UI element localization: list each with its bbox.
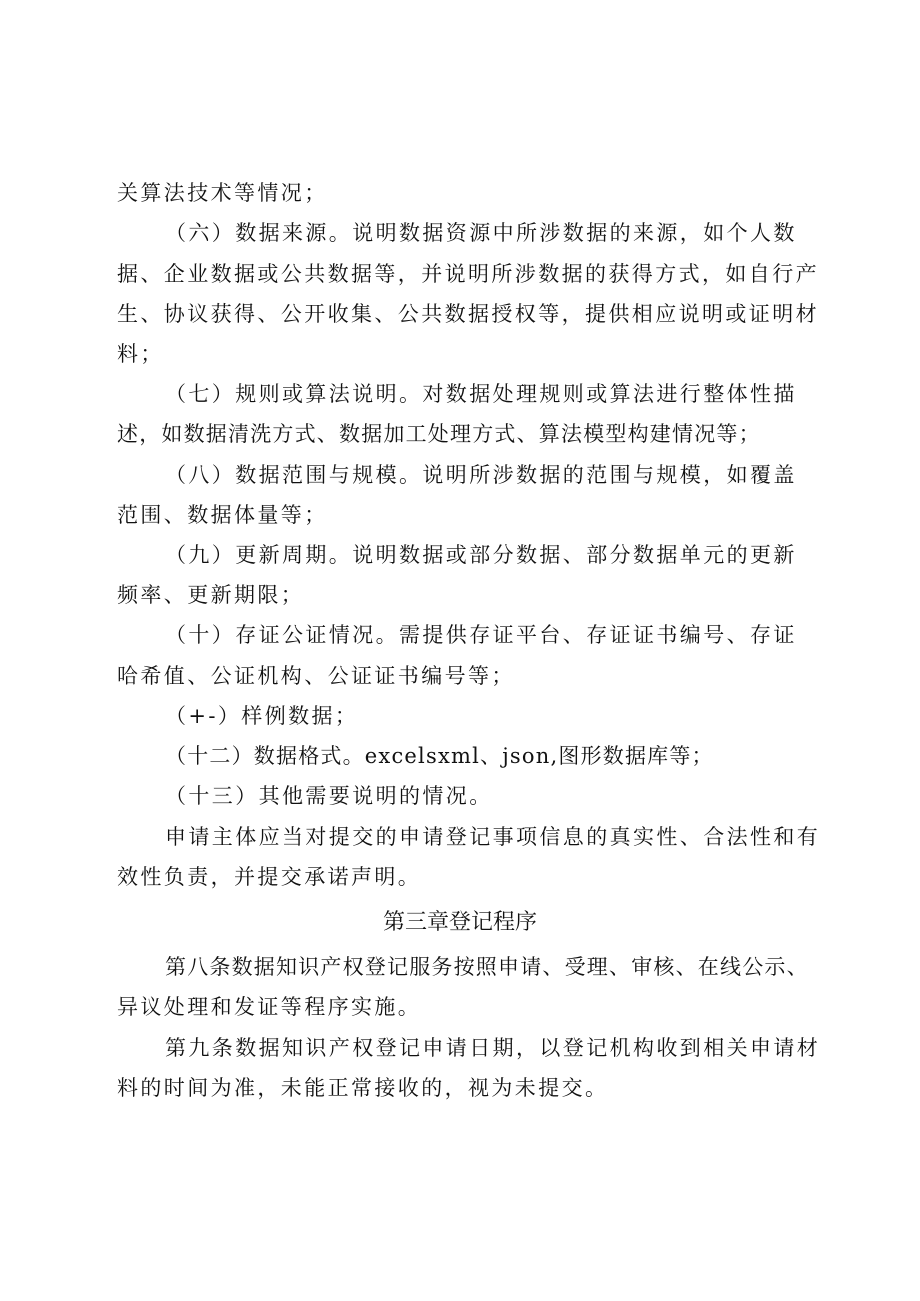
chapter-heading: 第三章登记程序 [382, 910, 537, 935]
text-line: 生、协议获得、公开收集、公共数据授权等，提供相应说明或证明材 [117, 302, 819, 326]
text-line: 料的时间为准，未能正常接收的，视为未提交。 [117, 1076, 609, 1100]
text-line: （十三）其他需要说明的情况。 [165, 784, 493, 808]
text-line: （七）规则或算法说明。对数据处理规则或算法进行整体性描 [165, 382, 797, 406]
text-line: 异议处理和发证等程序实施。 [117, 995, 422, 1019]
text-line: （六）数据来源。说明数据资源中所涉数据的来源，如个人数 [165, 221, 797, 245]
text-line: 频率、更新期限； [117, 583, 305, 607]
text-line: 第九条数据知识产权登记申请日期，以登记机构收到相关申请材 [165, 1036, 821, 1060]
text-line: 据、企业数据或公共数据等，并说明所涉数据的获得方式，如自行产 [117, 262, 819, 286]
text-line: 申请主体应当对提交的申请登记事项信息的真实性、合法性和有 [165, 825, 821, 849]
text-line: （+-）样例数据； [165, 704, 359, 728]
text-line: （八）数据范围与规模。说明所涉数据的范围与规模，如覆盖 [165, 463, 797, 487]
text-line: 料； [117, 342, 164, 366]
text-line: 哈希值、公证机构、公证证书编号等； [117, 664, 515, 688]
text-line: （十）存证公证情况。需提供存证平台、存证证书编号、存证 [165, 623, 797, 647]
text-line: （九）更新周期。说明数据或部分数据、部分数据单元的更新 [165, 543, 797, 567]
text-line: （十二）数据格式。excelsxml、json,图形数据库等； [165, 744, 714, 768]
text-line: 第八条数据知识产权登记服务按照申请、受理、审核、在线公示、 [165, 955, 809, 979]
text-line: 关算法技术等情况； [117, 181, 328, 205]
text-line: 述，如数据清洗方式、数据加工处理方式、算法模型构建情况等； [117, 422, 761, 446]
text-line: 范围、数据体量等； [117, 503, 328, 527]
text-line: 效性负责，并提交承诺声明。 [117, 865, 422, 889]
